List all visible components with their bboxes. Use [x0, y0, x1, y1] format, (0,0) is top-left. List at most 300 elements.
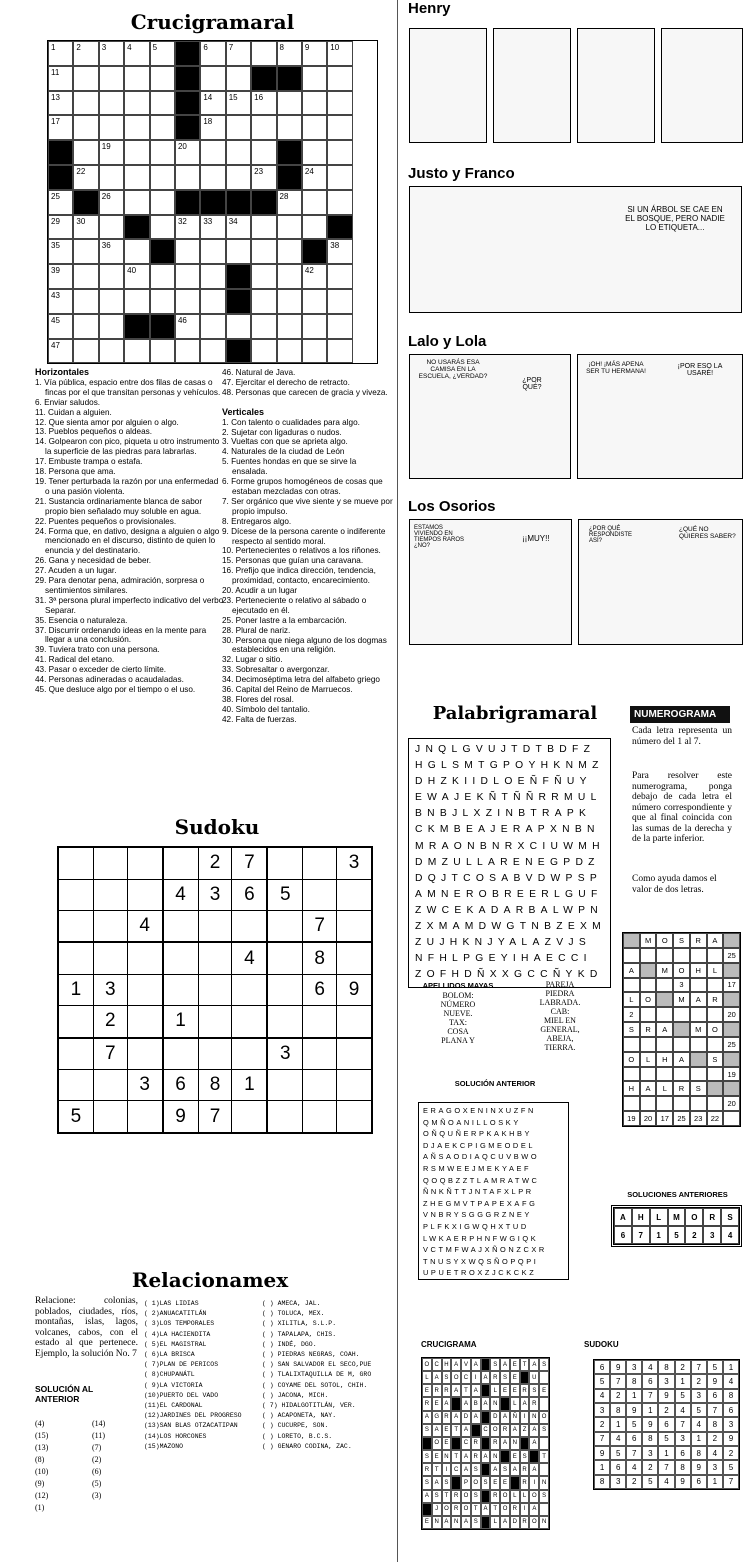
sudoku-cell[interactable]: 7 — [93, 1038, 127, 1070]
crossword-cell[interactable] — [251, 264, 276, 289]
numerograma-cell[interactable]: R — [673, 1081, 690, 1096]
crossword-cell[interactable] — [251, 115, 276, 140]
crossword-cell[interactable] — [200, 165, 225, 190]
crossword-cell[interactable] — [99, 314, 124, 339]
previous-crossword-cell: R — [529, 1397, 539, 1410]
numerograma-cell[interactable]: S — [690, 1081, 707, 1096]
crossword-cell[interactable] — [226, 165, 251, 190]
numerograma-cell[interactable]: M — [690, 1022, 707, 1037]
sudoku-cell[interactable] — [303, 847, 337, 879]
crossword-cell[interactable] — [150, 115, 175, 140]
crossword-cell[interactable] — [200, 314, 225, 339]
crossword-cell[interactable] — [302, 140, 327, 165]
crossword-cell[interactable] — [73, 66, 98, 91]
numerograma-cell[interactable]: 3 — [673, 978, 690, 993]
sudoku-cell[interactable] — [93, 910, 127, 942]
crossword-cell[interactable] — [302, 190, 327, 215]
crossword-cell[interactable] — [99, 41, 124, 66]
numerograma-cell[interactable] — [623, 1096, 640, 1111]
sudoku-cell[interactable] — [232, 1101, 267, 1133]
previous-crossword-cell: A — [500, 1358, 510, 1371]
sudoku-cell[interactable] — [127, 942, 162, 974]
crossword-cell[interactable] — [200, 115, 225, 140]
numerograma-cell[interactable]: 20 — [723, 1007, 740, 1022]
crossword-cell[interactable] — [150, 41, 175, 66]
sudoku-cell[interactable]: 3 — [267, 1038, 302, 1070]
crossword-cell[interactable] — [302, 91, 327, 116]
crossword-cell[interactable] — [226, 115, 251, 140]
numerograma-cell[interactable] — [673, 948, 690, 963]
crossword-cell[interactable] — [226, 314, 251, 339]
sudoku-cell[interactable] — [303, 1070, 337, 1101]
crossword-cell[interactable] — [200, 239, 225, 264]
crossword-cell[interactable] — [48, 264, 73, 289]
crossword-cell[interactable] — [327, 165, 352, 190]
crossword-cell[interactable] — [150, 215, 175, 240]
sudoku-cell[interactable] — [93, 879, 127, 910]
sudoku-cell[interactable] — [267, 847, 302, 879]
crossword-cell[interactable] — [175, 264, 200, 289]
numerograma-cell[interactable]: L — [656, 1081, 673, 1096]
sudoku-cell[interactable] — [93, 942, 127, 974]
numerograma-cell[interactable] — [707, 1067, 724, 1082]
sudoku-cell[interactable] — [127, 974, 162, 1005]
crossword-cell[interactable] — [48, 41, 73, 66]
crossword-cell[interactable] — [200, 41, 225, 66]
crossword-cell[interactable] — [277, 239, 302, 264]
crossword-cell[interactable] — [48, 91, 73, 116]
numerograma-cell[interactable]: 25 — [723, 1037, 740, 1052]
sudoku-cell[interactable]: 9 — [163, 1101, 198, 1133]
sudoku-cell[interactable]: 1 — [58, 974, 93, 1005]
crossword-cell[interactable] — [175, 239, 200, 264]
crossword-cell[interactable] — [226, 140, 251, 165]
numerograma-cell[interactable]: 22 — [707, 1111, 724, 1126]
crossword-cell[interactable] — [124, 140, 149, 165]
numerograma-cell[interactable]: 20 — [640, 1111, 657, 1126]
crossword-cell[interactable] — [200, 66, 225, 91]
numerograma-cell[interactable] — [673, 1037, 690, 1052]
crossword-cell[interactable] — [327, 289, 352, 314]
crossword-cell[interactable] — [302, 165, 327, 190]
numerograma-cell[interactable] — [640, 1067, 657, 1082]
crossword-cell[interactable] — [277, 314, 302, 339]
numerograma-cell[interactable]: O — [673, 963, 690, 978]
sudoku-cell[interactable] — [58, 942, 93, 974]
sudoku-cell[interactable] — [303, 1006, 337, 1038]
numerograma-cell[interactable]: 19 — [723, 1067, 740, 1082]
numerograma-cell[interactable]: 25 — [723, 948, 740, 963]
sudoku-cell[interactable]: 7 — [198, 1101, 232, 1133]
crossword-cell[interactable] — [124, 115, 149, 140]
crossword-cell[interactable] — [124, 66, 149, 91]
crossword-cell[interactable] — [251, 289, 276, 314]
numerograma-cell[interactable]: R — [640, 1022, 657, 1037]
numerograma-cell[interactable]: 20 — [723, 1096, 740, 1111]
crossword-cell[interactable] — [124, 264, 149, 289]
sudoku-cell[interactable] — [198, 974, 232, 1005]
numerograma-cell[interactable] — [707, 948, 724, 963]
sudoku-cell[interactable] — [337, 879, 372, 910]
crossword-cell[interactable] — [327, 190, 352, 215]
numerograma-cell[interactable]: L — [623, 992, 640, 1007]
crossword-cell[interactable] — [302, 66, 327, 91]
sudoku-cell[interactable] — [163, 974, 198, 1005]
sudoku-cell[interactable] — [93, 1070, 127, 1101]
sudoku-cell[interactable] — [58, 1070, 93, 1101]
crossword-cell[interactable] — [302, 289, 327, 314]
crossword-cell[interactable] — [200, 264, 225, 289]
numerograma-cell[interactable] — [623, 1037, 640, 1052]
crossword-cell[interactable] — [150, 339, 175, 364]
crossword-cell[interactable] — [73, 314, 98, 339]
crossword-cell[interactable] — [251, 140, 276, 165]
numerograma-cell[interactable]: 23 — [690, 1111, 707, 1126]
crossword-cell[interactable] — [124, 339, 149, 364]
crossword-cell[interactable] — [124, 165, 149, 190]
numerograma-cell[interactable] — [656, 1007, 673, 1022]
sudoku-cell[interactable] — [93, 847, 127, 879]
numerograma-cell[interactable]: R — [690, 933, 707, 948]
crossword-cell[interactable] — [277, 41, 302, 66]
sudoku-cell[interactable]: 3 — [127, 1070, 162, 1101]
numerograma-cell[interactable] — [723, 1111, 740, 1126]
crossword-cell[interactable] — [302, 264, 327, 289]
crossword-cell[interactable] — [48, 314, 73, 339]
sudoku-cell[interactable] — [267, 1006, 302, 1038]
crossword-cell[interactable] — [175, 289, 200, 314]
numerograma-cell[interactable]: A — [673, 1052, 690, 1067]
numerograma-cell[interactable]: 19 — [623, 1111, 640, 1126]
numerograma-cell — [723, 1081, 740, 1096]
crossword-cell[interactable] — [99, 239, 124, 264]
crossword-cell[interactable] — [73, 91, 98, 116]
crossword-cell[interactable] — [226, 215, 251, 240]
numerograma-cell[interactable]: M — [656, 963, 673, 978]
crossword-cell[interactable] — [175, 165, 200, 190]
crossword-cell[interactable] — [150, 165, 175, 190]
crossword-cell[interactable] — [175, 140, 200, 165]
crossword-cell[interactable] — [150, 140, 175, 165]
crossword-cell[interactable] — [251, 41, 276, 66]
crossword-cell[interactable] — [124, 239, 149, 264]
crossword-cell[interactable] — [175, 339, 200, 364]
numerograma-cell[interactable] — [673, 1096, 690, 1111]
crossword-cell[interactable] — [48, 190, 73, 215]
numerograma-cell[interactable]: L — [640, 1052, 657, 1067]
sudoku-cell[interactable]: 4 — [232, 942, 267, 974]
crossword-cell[interactable] — [327, 41, 352, 66]
numerograma-cell[interactable]: 25 — [673, 1111, 690, 1126]
crossword-cell[interactable] — [150, 264, 175, 289]
numerograma-cell[interactable] — [640, 978, 657, 993]
sudoku-cell[interactable] — [267, 1101, 302, 1133]
numerograma-cell[interactable]: S — [707, 1052, 724, 1067]
sudoku-cell[interactable] — [127, 1006, 162, 1038]
crossword-cell[interactable] — [302, 41, 327, 66]
crossword-cell[interactable] — [277, 215, 302, 240]
sudoku-cell[interactable] — [127, 847, 162, 879]
numerograma-cell[interactable] — [690, 1096, 707, 1111]
crossword-cell[interactable] — [73, 165, 98, 190]
sudoku-cell[interactable] — [232, 974, 267, 1005]
crossword-cell[interactable] — [73, 289, 98, 314]
sudoku-cell[interactable] — [163, 1038, 198, 1070]
crossword-cell[interactable] — [277, 91, 302, 116]
crossword-cell[interactable] — [124, 41, 149, 66]
crossword-cell[interactable] — [302, 314, 327, 339]
crossword-cell[interactable] — [251, 314, 276, 339]
crossword-cell[interactable] — [277, 115, 302, 140]
crossword-cell[interactable] — [327, 140, 352, 165]
numerograma-cell[interactable]: 17 — [656, 1111, 673, 1126]
sudoku-cell[interactable] — [337, 910, 372, 942]
crossword-cell[interactable] — [175, 314, 200, 339]
numerograma-cell[interactable]: H — [690, 963, 707, 978]
sudoku-cell[interactable]: 1 — [232, 1070, 267, 1101]
crossword-cell[interactable] — [277, 339, 302, 364]
crossword-cell[interactable] — [200, 140, 225, 165]
crossword-cell[interactable] — [277, 289, 302, 314]
sudoku-grid[interactable] — [57, 846, 373, 1134]
sudoku-cell[interactable] — [337, 1070, 372, 1101]
numerograma-cell[interactable]: A — [690, 992, 707, 1007]
sudoku-cell[interactable] — [198, 910, 232, 942]
numerograma-cell[interactable]: A — [623, 963, 640, 978]
numerograma-cell[interactable] — [690, 1007, 707, 1022]
sudoku-cell[interactable] — [58, 1038, 93, 1070]
sudoku-cell[interactable] — [267, 974, 302, 1005]
numerograma-cell[interactable] — [640, 1007, 657, 1022]
crossword-cell[interactable] — [327, 115, 352, 140]
sudoku-cell[interactable] — [303, 1101, 337, 1133]
crossword-cell[interactable] — [48, 66, 73, 91]
crossword-cell[interactable] — [73, 264, 98, 289]
crossword-cell[interactable] — [99, 140, 124, 165]
numerograma-cell[interactable] — [707, 978, 724, 993]
numerograma-cell[interactable] — [656, 1096, 673, 1111]
sudoku-cell[interactable]: 6 — [232, 879, 267, 910]
previous-crossword-cell: O — [529, 1490, 539, 1503]
crossword-cell[interactable] — [200, 91, 225, 116]
numerograma-cell[interactable]: O — [623, 1052, 640, 1067]
sudoku-cell[interactable] — [93, 1101, 127, 1133]
crossword-cell[interactable] — [302, 115, 327, 140]
sudoku-cell[interactable] — [337, 942, 372, 974]
sudoku-cell[interactable]: 5 — [267, 879, 302, 910]
crossword-cell[interactable] — [48, 115, 73, 140]
crossword-cell[interactable] — [124, 190, 149, 215]
crossword-cell[interactable] — [226, 66, 251, 91]
crossword-cell[interactable] — [327, 264, 352, 289]
sudoku-cell[interactable]: 1 — [163, 1006, 198, 1038]
numerograma-cell[interactable]: A — [707, 933, 724, 948]
numerograma-cell[interactable] — [656, 1037, 673, 1052]
sudoku-cell[interactable]: 2 — [93, 1006, 127, 1038]
sudoku-cell[interactable]: 2 — [198, 847, 232, 879]
numerograma-cell[interactable] — [640, 948, 657, 963]
crossword-cell[interactable] — [99, 115, 124, 140]
sudoku-cell[interactable] — [58, 847, 93, 879]
crossword-cell[interactable] — [200, 289, 225, 314]
numerograma-cell[interactable] — [656, 948, 673, 963]
numerograma-cell[interactable] — [690, 1037, 707, 1052]
sudoku-cell[interactable]: 4 — [127, 910, 162, 942]
crossword-cell[interactable] — [200, 339, 225, 364]
sudoku-cell[interactable] — [232, 910, 267, 942]
crossword-cell[interactable] — [150, 289, 175, 314]
sudoku-cell[interactable]: 5 — [58, 1101, 93, 1133]
sudoku-cell[interactable] — [267, 942, 302, 974]
crossword-cell[interactable] — [73, 339, 98, 364]
sudoku-cell[interactable] — [303, 1038, 337, 1070]
sudoku-cell[interactable] — [267, 910, 302, 942]
sudoku-cell[interactable] — [127, 1101, 162, 1133]
crossword-cell[interactable] — [277, 190, 302, 215]
numerograma-cell[interactable] — [690, 1067, 707, 1082]
numerograma-cell[interactable] — [623, 948, 640, 963]
sudoku-cell[interactable] — [163, 847, 198, 879]
numerograma-cell[interactable] — [623, 978, 640, 993]
sudoku-cell[interactable]: 6 — [163, 1070, 198, 1101]
sudoku-cell[interactable]: 3 — [198, 879, 232, 910]
numerograma-cell[interactable]: O — [656, 933, 673, 948]
numerograma-cell[interactable] — [707, 1037, 724, 1052]
crossword-cell[interactable] — [99, 190, 124, 215]
numerograma-cell[interactable]: R — [707, 992, 724, 1007]
numerograma-cell[interactable]: S — [623, 1022, 640, 1037]
crossword-cell[interactable] — [175, 215, 200, 240]
sudoku-cell[interactable]: 8 — [303, 942, 337, 974]
crossword-cell[interactable] — [73, 215, 98, 240]
sudoku-cell[interactable] — [58, 879, 93, 910]
sudoku-cell[interactable]: 7 — [232, 847, 267, 879]
crossword-cell[interactable] — [327, 314, 352, 339]
numerograma-cell[interactable]: H — [623, 1081, 640, 1096]
sudoku-cell[interactable]: 3 — [337, 847, 372, 879]
crossword-cell[interactable] — [251, 339, 276, 364]
crossword-cell[interactable] — [48, 215, 73, 240]
crossword-cell[interactable] — [327, 239, 352, 264]
sudoku-cell[interactable] — [337, 1006, 372, 1038]
sudoku-cell[interactable] — [198, 1038, 232, 1070]
sudoku-cell[interactable]: 7 — [303, 910, 337, 942]
crossword-cell[interactable] — [251, 239, 276, 264]
numerograma-cell[interactable] — [656, 978, 673, 993]
crossword-cell[interactable] — [99, 91, 124, 116]
numerograma-cell[interactable]: M — [673, 992, 690, 1007]
numerograma-cell[interactable] — [707, 1007, 724, 1022]
numerograma-cell[interactable]: 17 — [723, 978, 740, 993]
crossword-cell[interactable] — [73, 115, 98, 140]
numerograma-cell[interactable]: 2 — [623, 1007, 640, 1022]
crossword-cell[interactable] — [251, 91, 276, 116]
crossword-cell[interactable] — [99, 165, 124, 190]
numerograma-cell[interactable] — [707, 1096, 724, 1111]
numerograma-cell[interactable]: S — [673, 933, 690, 948]
numerograma-cell[interactable] — [690, 978, 707, 993]
sudoku-cell[interactable] — [198, 1006, 232, 1038]
wordsearch-grid[interactable] — [408, 738, 611, 988]
crossword-cell[interactable] — [48, 239, 73, 264]
numerograma-cell[interactable] — [673, 1007, 690, 1022]
sudoku-cell[interactable]: 6 — [303, 974, 337, 1005]
crossword-cell[interactable] — [124, 91, 149, 116]
crossword-grid[interactable] — [47, 40, 378, 364]
numerograma-cell[interactable] — [640, 1037, 657, 1052]
numerograma-cell[interactable] — [673, 1067, 690, 1082]
sudoku-cell[interactable] — [58, 1006, 93, 1038]
numerograma-cell[interactable]: A — [640, 1081, 657, 1096]
sudoku-cell[interactable]: 3 — [93, 974, 127, 1005]
sudoku-cell[interactable] — [337, 1038, 372, 1070]
sudoku-cell[interactable] — [198, 942, 232, 974]
crossword-cell[interactable] — [99, 264, 124, 289]
sudoku-cell[interactable] — [267, 1070, 302, 1101]
crossword-cell[interactable] — [99, 215, 124, 240]
numerograma-cell[interactable] — [640, 1096, 657, 1111]
sudoku-cell[interactable] — [232, 1006, 267, 1038]
crossword-cell[interactable] — [150, 91, 175, 116]
sudoku-cell[interactable]: 4 — [163, 879, 198, 910]
numerograma-grid[interactable] — [622, 932, 741, 1127]
crossword-cell[interactable] — [73, 140, 98, 165]
crossword-cell[interactable] — [251, 165, 276, 190]
numerograma-cell[interactable] — [690, 948, 707, 963]
crossword-cell[interactable] — [150, 66, 175, 91]
sudoku-cell[interactable] — [163, 942, 198, 974]
sudoku-cell[interactable] — [337, 1101, 372, 1133]
numerograma-cell[interactable]: O — [640, 992, 657, 1007]
crossword-cell[interactable] — [302, 215, 327, 240]
crossword-cell[interactable] — [200, 215, 225, 240]
crossword-cell[interactable] — [99, 66, 124, 91]
crossword-cell[interactable] — [99, 339, 124, 364]
crossword-cell[interactable] — [251, 215, 276, 240]
sudoku-cell[interactable]: 9 — [337, 974, 372, 1005]
numerograma-cell[interactable]: A — [656, 1022, 673, 1037]
sudoku-cell[interactable] — [127, 1038, 162, 1070]
sudoku-cell[interactable] — [232, 1038, 267, 1070]
crossword-cell[interactable] — [150, 190, 175, 215]
crossword-cell[interactable] — [277, 264, 302, 289]
crossword-cell[interactable] — [48, 339, 73, 364]
crossword-cell[interactable] — [327, 339, 352, 364]
crossword-cell[interactable] — [327, 66, 352, 91]
crossword-cell[interactable] — [327, 91, 352, 116]
sudoku-cell[interactable]: 8 — [198, 1070, 232, 1101]
crossword-cell[interactable] — [73, 41, 98, 66]
sudoku-cell[interactable] — [58, 910, 93, 942]
crossword-cell[interactable] — [226, 239, 251, 264]
numerograma-cell[interactable]: M — [640, 933, 657, 948]
numerograma-cell[interactable] — [623, 1067, 640, 1082]
numerograma-cell[interactable]: L — [707, 963, 724, 978]
crossword-cell[interactable] — [226, 41, 251, 66]
crossword-cell[interactable] — [124, 289, 149, 314]
crossword-cell[interactable] — [73, 239, 98, 264]
sudoku-cell[interactable] — [303, 879, 337, 910]
numerograma-cell[interactable] — [656, 1067, 673, 1082]
sudoku-cell[interactable] — [163, 910, 198, 942]
crossword-cell[interactable] — [48, 289, 73, 314]
numerograma-cell[interactable]: O — [707, 1022, 724, 1037]
crossword-cell[interactable] — [99, 289, 124, 314]
crossword-cell[interactable] — [302, 339, 327, 364]
sudoku-cell[interactable] — [127, 879, 162, 910]
crossword-cell[interactable] — [226, 91, 251, 116]
numerograma-cell[interactable]: H — [656, 1052, 673, 1067]
